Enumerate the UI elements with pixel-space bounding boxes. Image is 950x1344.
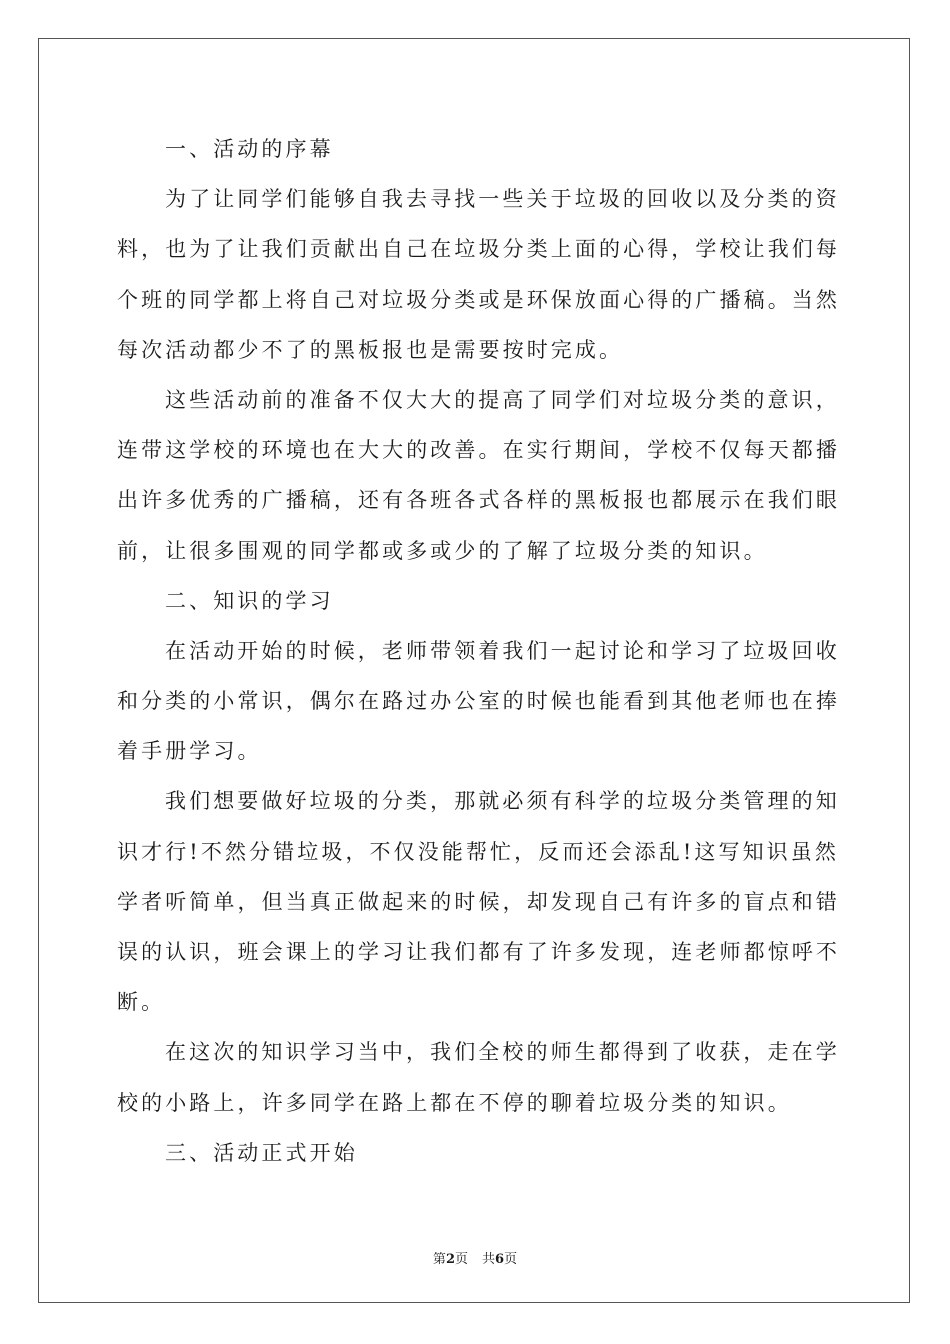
- document-body: [117, 124, 840, 1178]
- paragraph-line: 和分类的小常识，偶尔在路过办公室的时候也能看到其他老师也在捧: [117, 689, 840, 714]
- paragraph-line: 学者听简单，但当真正做起来的时候，却发现自己有许多的盲点和错: [117, 889, 840, 914]
- heading-section-3: 三、活动正式开始: [165, 1140, 358, 1165]
- paragraph-line: 每次活动都少不了的黑板报也是需要按时完成。: [117, 337, 624, 362]
- total-pages: 6: [495, 1252, 505, 1267]
- paragraph-line: 这些活动前的准备不仅大大的提高了同学们对垃圾分类的意识，: [165, 387, 840, 412]
- paragraph-line: 前，让很多围观的同学都或多或少的了解了垃圾分类的知识。: [117, 538, 768, 563]
- paragraph-line: 我们想要做好垃圾的分类，那就必须有科学的垃圾分类管理的知: [165, 789, 840, 814]
- paragraph-line: 出许多优秀的广播稿，还有各班各式各样的黑板报也都展示在我们眼: [117, 488, 840, 513]
- paragraph-line: 断。: [117, 990, 166, 1015]
- paragraph-line: 在这次的知识学习当中，我们全校的师生都得到了收获，走在学: [165, 1040, 840, 1065]
- paragraph-line: 个班的同学都上将自己对垃圾分类或是环保放面心得的广播稿。当然: [117, 287, 840, 312]
- paragraph-line: 识才行!不然分错垃圾，不仅没能帮忙，反而还会添乱!这写知识虽然: [117, 839, 839, 864]
- paragraph-line: 误的认识，班会课上的学习让我们都有了许多发现，连老师都惊呼不: [117, 940, 840, 964]
- paragraph-line: 校的小路上，许多同学在路上都在不停的聊着垃圾分类的知识。: [117, 1090, 792, 1115]
- page-suffix: 页: [454, 1252, 468, 1267]
- paragraph-line: 料，也为了让我们贡献出自己在垃圾分类上面的心得，学校让我们每: [117, 237, 840, 262]
- total-prefix: 共: [482, 1252, 496, 1267]
- total-suffix: 页: [504, 1252, 518, 1267]
- page-footer: [0, 1248, 950, 1267]
- paragraph-line: 连带这学校的环境也在大大的改善。在实行期间，学校不仅每天都播: [117, 438, 840, 463]
- paragraph-line: 在活动开始的时候，老师带领着我们一起讨论和学习了垃圾回收: [165, 638, 840, 663]
- heading-section-2: 二、知识的学习: [165, 588, 334, 613]
- page-prefix: 第: [432, 1252, 446, 1267]
- page-number: 2: [445, 1252, 455, 1267]
- heading-section-1: 一、活动的序幕: [165, 137, 334, 161]
- paragraph-line: 为了让同学们能够自我去寻找一些关于垃圾的回收以及分类的资: [165, 187, 840, 212]
- paragraph-line: 着手册学习。: [117, 739, 262, 764]
